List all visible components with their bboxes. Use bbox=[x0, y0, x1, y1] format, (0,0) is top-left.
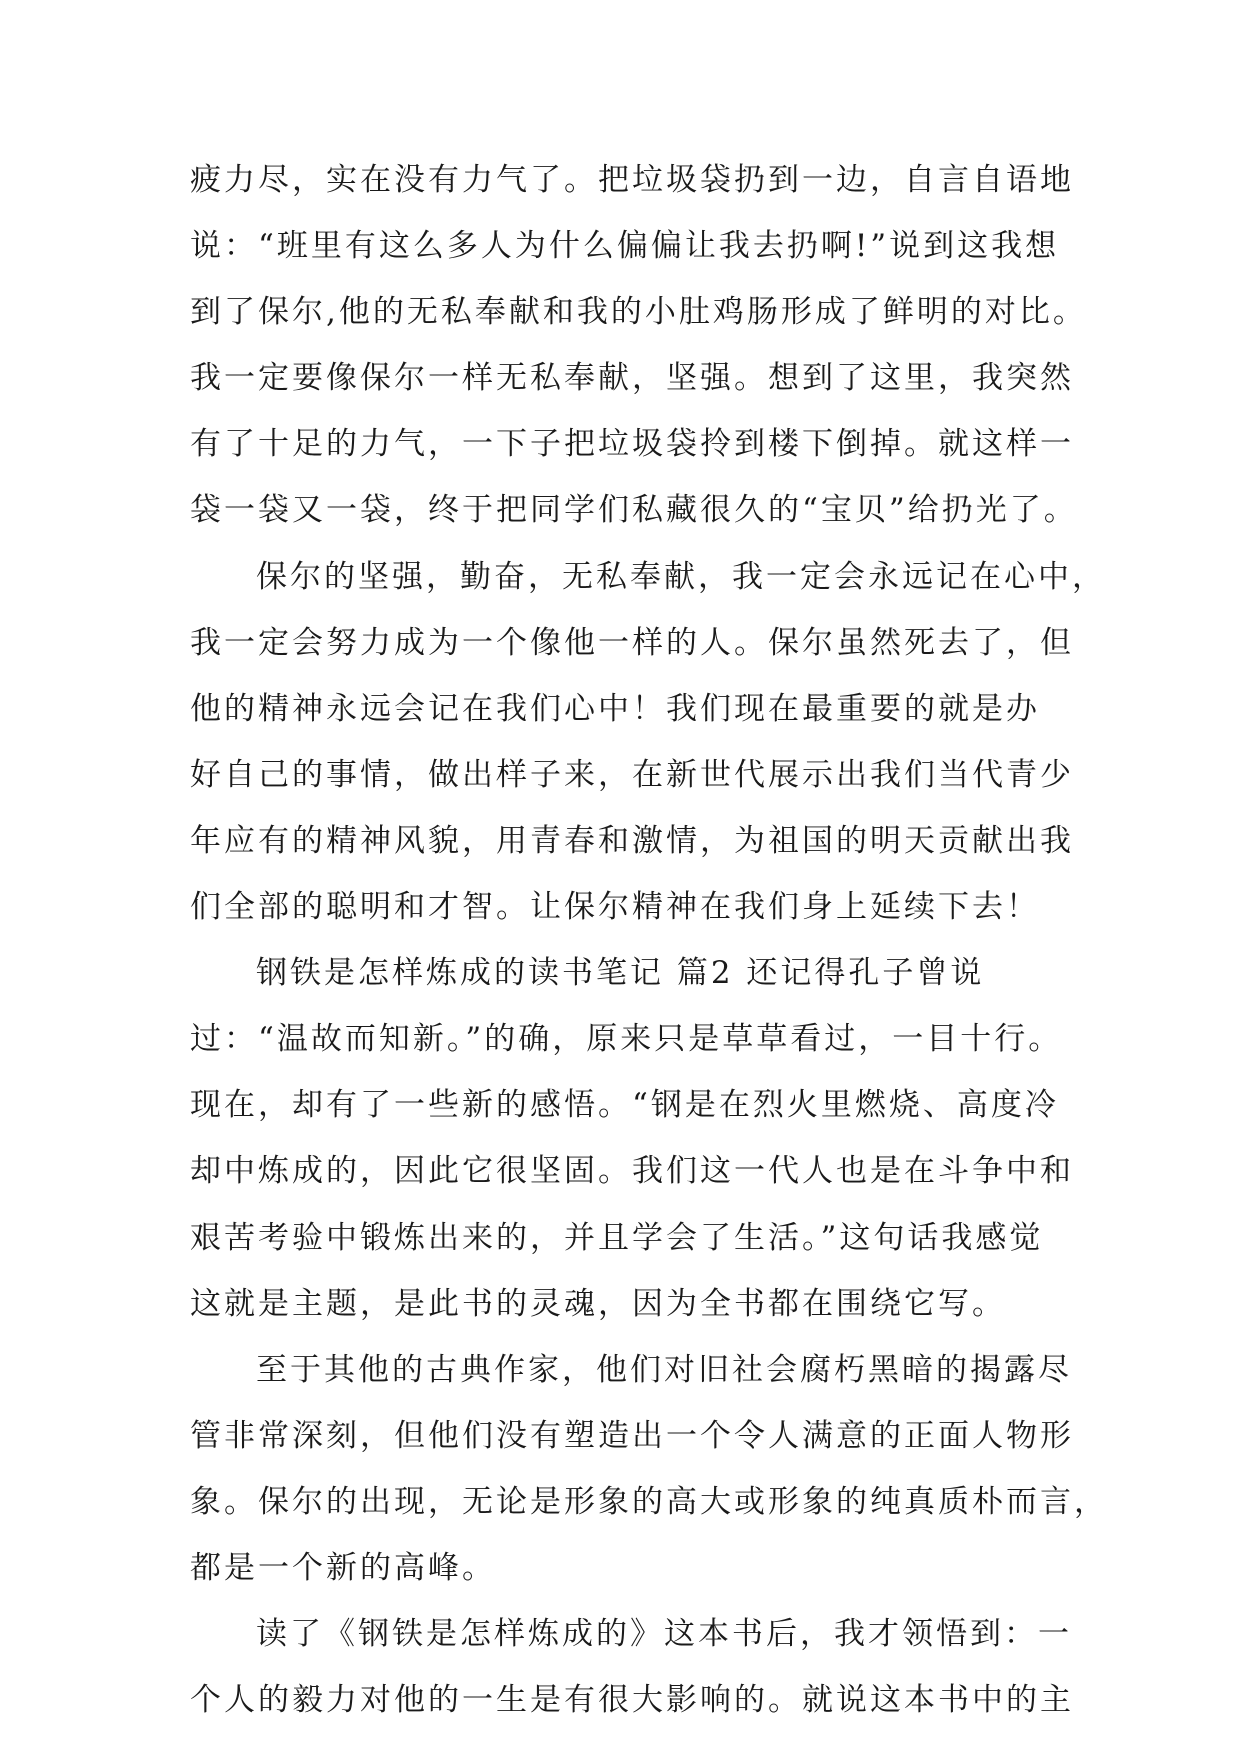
text-line: 管非常深刻，但他们没有塑造出一个令人满意的正面人物形 bbox=[190, 1417, 1074, 1454]
paragraph-first-line: 至于其他的古典作家，他们对旧社会腐朽黑暗的揭露尽 bbox=[256, 1351, 1072, 1388]
text-line: 我一定要像保尔一样无私奉献，坚强。想到了这里，我突然 bbox=[190, 360, 1074, 397]
text-line: 都是一个新的高峰。 bbox=[190, 1549, 496, 1586]
paragraph-first-line: 保尔的坚强，勤奋，无私奉献，我一定会永远记在心中， bbox=[256, 558, 1106, 595]
text-line: 艰苦考验中锻炼出来的，并且学会了生活。”这句话我感觉 bbox=[190, 1219, 1044, 1256]
document-body bbox=[190, 160, 1108, 1746]
text-line: 我一定会努力成为一个像他一样的人。保尔虽然死去了，但 bbox=[190, 624, 1074, 661]
text-line: 现在，却有了一些新的感悟。“钢是在烈火里燃烧、高度冷 bbox=[190, 1087, 1059, 1124]
text-line: 到了保尔,他的无私奉献和我的小肚鸡肠形成了鲜明的对比。 bbox=[190, 294, 1087, 331]
text-line: 过：“温故而知新。”的确，原来只是草草看过，一目十行。 bbox=[190, 1021, 1063, 1058]
text-line: 年应有的精神风貌，用青春和激情，为祖国的明天贡献出我 bbox=[190, 822, 1074, 859]
section-heading-line: 钢铁是怎样炼成的读书笔记 篇2 还记得孔子曾说 bbox=[256, 955, 985, 992]
text-line: 个人的毅力对他的一生是有很大影响的。就说这本书中的主 bbox=[190, 1682, 1074, 1719]
text-line: 他的精神永远会记在我们心中！我们现在最重要的就是办 bbox=[190, 690, 1040, 727]
text-line: 有了十足的力气，一下子把垃圾袋拎到楼下倒掉。就这样一 bbox=[190, 426, 1074, 463]
text-line: 说：“班里有这么多人为什么偏偏让我去扔啊!”说到这我想 bbox=[190, 228, 1060, 265]
text-line: 们全部的聪明和才智。让保尔精神在我们身上延续下去！ bbox=[190, 889, 1040, 926]
text-line: 却中炼成的，因此它很坚固。我们这一代人也是在斗争中和 bbox=[190, 1153, 1074, 1190]
text-line: 疲力尽，实在没有力气了。把垃圾袋扔到一边，自言自语地 bbox=[190, 162, 1074, 198]
text-line: 好自己的事情，做出样子来，在新世代展示出我们当代青少 bbox=[190, 756, 1074, 793]
text-line: 袋一袋又一袋，终于把同学们私藏很久的“宝贝”给扔光了。 bbox=[190, 492, 1078, 529]
paragraph-first-line: 读了《钢铁是怎样炼成的》这本书后，我才领悟到：一 bbox=[256, 1616, 1072, 1653]
text-line: 这就是主题，是此书的灵魂，因为全书都在围绕它写。 bbox=[190, 1285, 1006, 1322]
text-line: 象。保尔的出现，无论是形象的高大或形象的纯真质朴而言， bbox=[190, 1483, 1108, 1520]
